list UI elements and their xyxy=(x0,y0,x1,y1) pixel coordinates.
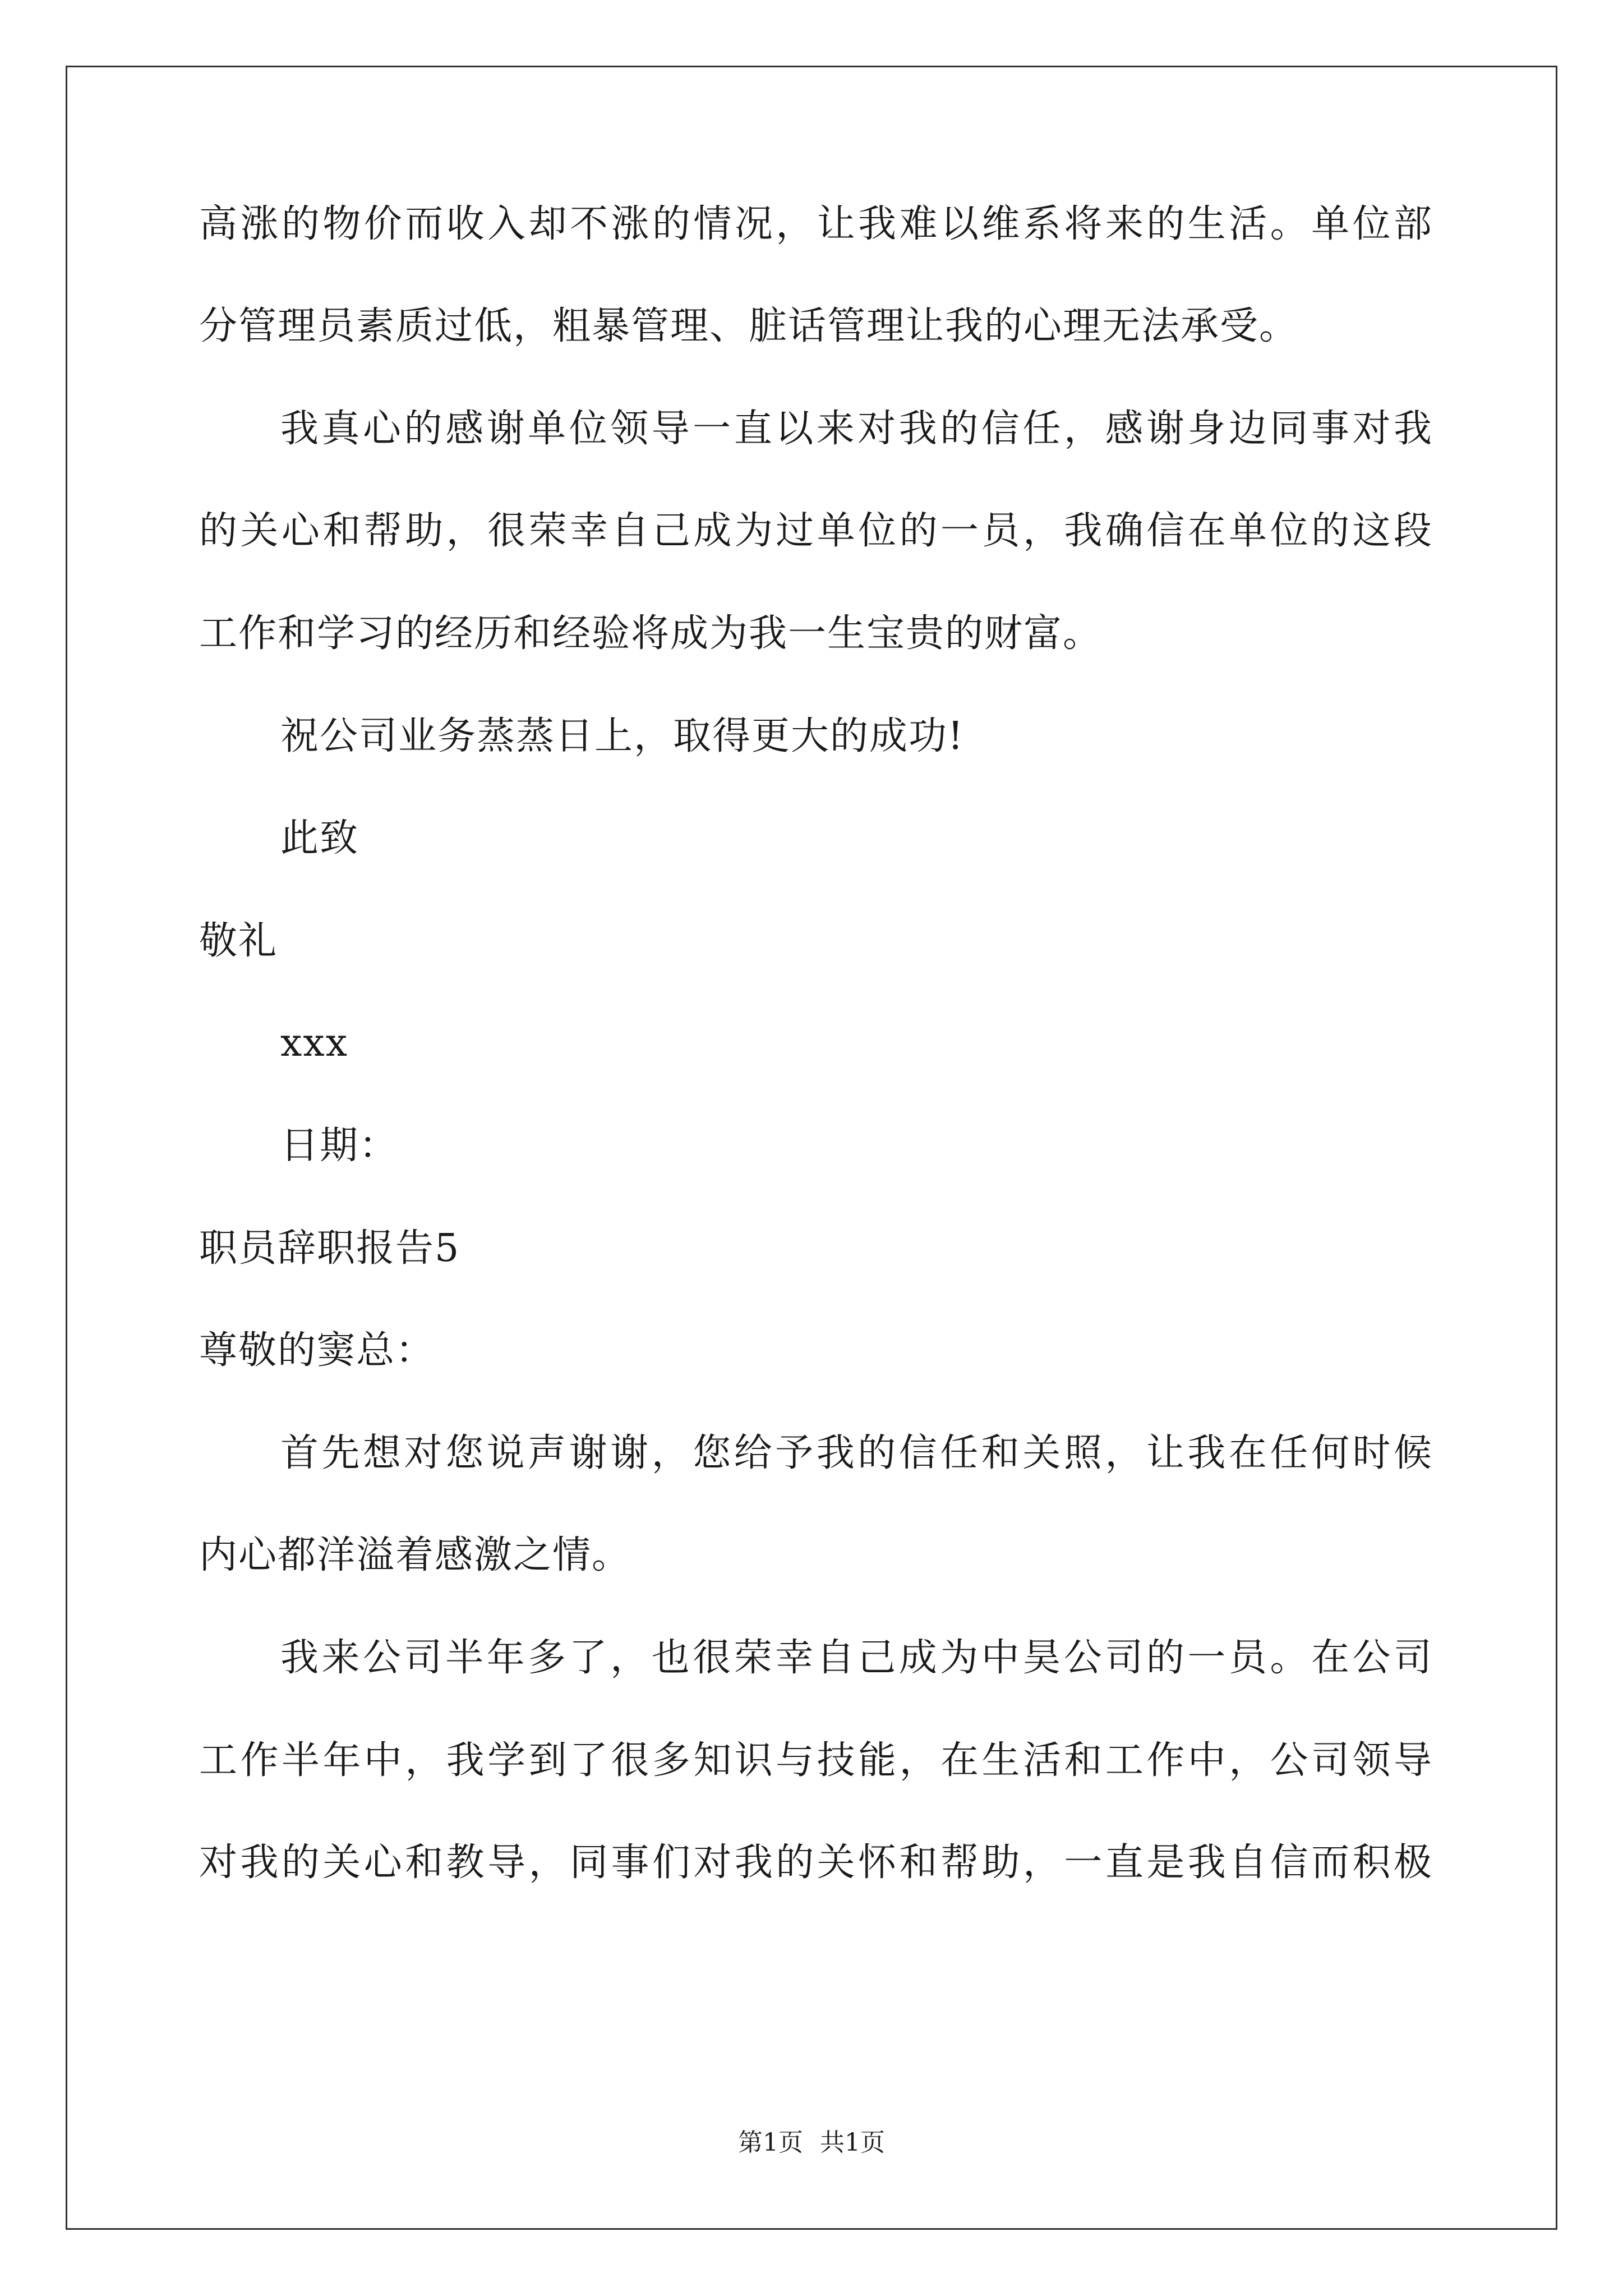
page-footer xyxy=(0,2126,1623,2160)
paragraph-line: 高涨的物价而收入却不涨的情况，让我难以维系将来的生活。单位部 xyxy=(199,202,1433,246)
date-label: 日期： xyxy=(280,1124,399,1168)
closing-regards: 敬礼 xyxy=(199,919,278,963)
section-title: 职员辞职报告5 xyxy=(199,1226,460,1271)
paragraph-line: 工作和学习的经历和经验将成为我一生宝贵的财富。 xyxy=(199,611,1103,656)
paragraph-line: 内心都洋溢着感激之情。 xyxy=(199,1533,631,1577)
signature-name: xxx xyxy=(280,1021,349,1065)
paragraph-line: 祝公司业务蒸蒸日上，取得更大的成功! xyxy=(280,714,965,758)
page-total: 共1页 xyxy=(820,2128,885,2157)
paragraph-line: 我来公司半年多了，也很荣幸自己成为中昊公司的一员。在公司 xyxy=(280,1636,1433,1680)
paragraph-line: 工作半年中，我学到了很多知识与技能，在生活和工作中，公司领导 xyxy=(199,1738,1433,1783)
paragraph-line: 的关心和帮助，很荣幸自己成为过单位的一员，我确信在单位的这段 xyxy=(199,509,1433,553)
paragraph-line: 对我的关心和教导，同事们对我的关怀和帮助，一直是我自信而积极 xyxy=(199,1841,1433,1885)
page-number: 第1页 xyxy=(738,2128,803,2157)
greeting: 尊敬的窦总： xyxy=(199,1328,435,1373)
closing-salutation: 此致 xyxy=(280,816,359,861)
paragraph-line: 我真心的感谢单位领导一直以来对我的信任，感谢身边同事对我 xyxy=(280,407,1433,451)
paragraph-line: 首先想对您说声谢谢，您给予我的信任和关照，让我在任何时候 xyxy=(280,1431,1433,1475)
paragraph-line: 分管理员素质过低，粗暴管理、脏话管理让我的心理无法承受。 xyxy=(199,304,1299,348)
